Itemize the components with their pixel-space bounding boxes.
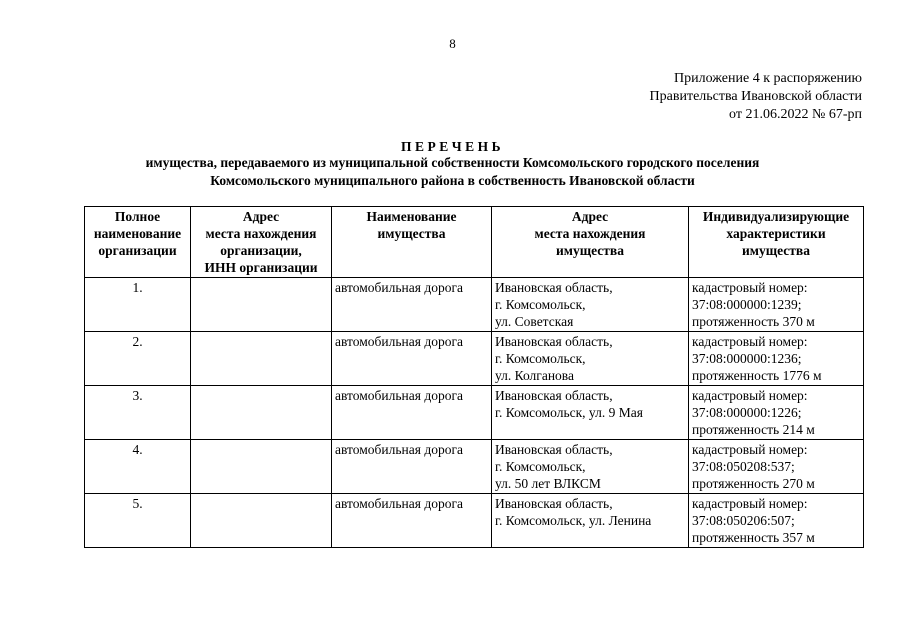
header-text: наименование <box>93 226 182 241</box>
characteristic-line: кадастровый номер: <box>692 388 808 403</box>
header-property-name <box>332 207 492 278</box>
table-row <box>85 386 864 440</box>
page-number: 8 <box>449 36 456 51</box>
address-line: г. Комсомольск, <box>495 297 586 312</box>
table-header-row <box>85 207 864 278</box>
characteristic-line: 37:08:050206:507; <box>692 513 795 528</box>
characteristic-line: протяженность 214 м <box>692 422 815 437</box>
property-table <box>84 206 864 548</box>
address-line: Ивановская область, <box>495 388 613 403</box>
organization-address-cell <box>191 494 332 548</box>
header-text: характеристики <box>726 226 826 241</box>
row-number: 5. <box>85 494 191 548</box>
address-line: ул. Советская <box>495 314 574 329</box>
property-address-cell <box>492 386 689 440</box>
header-characteristics <box>689 207 864 278</box>
address-line: Ивановская область, <box>495 496 613 511</box>
header-organization-name <box>85 207 191 278</box>
characteristic-line: кадастровый номер: <box>692 442 808 457</box>
document-subtitle <box>0 154 905 190</box>
header-text: места нахождения <box>534 226 646 241</box>
appendix-header <box>650 70 862 124</box>
characteristics-cell <box>689 278 864 332</box>
characteristic-line: кадастровый номер: <box>692 334 808 349</box>
header-text: места нахождения <box>205 226 317 241</box>
header-text: Полное <box>114 209 161 224</box>
header-text: Наименование <box>366 209 457 224</box>
characteristic-line: 37:08:050208:537; <box>692 459 795 474</box>
header-text: Адрес <box>242 209 280 224</box>
header-text: имущества <box>742 243 810 258</box>
characteristic-line: протяженность 370 м <box>692 314 815 329</box>
characteristic-line: протяженность 1776 м <box>692 368 822 383</box>
address-line: г. Комсомольск, <box>495 351 586 366</box>
address-line: г. Комсомольск, ул. 9 Мая <box>495 405 643 420</box>
organization-address-cell <box>191 386 332 440</box>
address-line: ул. Колганова <box>495 368 574 383</box>
table-row <box>85 332 864 386</box>
property-name-cell: автомобильная дорога <box>332 386 492 440</box>
header-organization-address <box>191 207 332 278</box>
row-number: 4. <box>85 440 191 494</box>
table-row <box>85 278 864 332</box>
appendix-line: от 21.06.2022 № 67-рп <box>729 107 862 122</box>
characteristic-line: 37:08:000000:1226; <box>692 405 802 420</box>
property-address-cell <box>492 440 689 494</box>
property-name-cell: автомобильная дорога <box>332 440 492 494</box>
table-row <box>85 494 864 548</box>
characteristic-line: 37:08:000000:1236; <box>692 351 802 366</box>
characteristic-line: протяженность 270 м <box>692 476 815 491</box>
header-text: организации <box>98 243 177 258</box>
header-text: ИНН организации <box>204 260 318 275</box>
header-text: Адрес <box>571 209 609 224</box>
header-text: имущества <box>556 243 624 258</box>
organization-address-cell <box>191 440 332 494</box>
characteristics-cell <box>689 494 864 548</box>
characteristic-line: кадастровый номер: <box>692 496 808 511</box>
property-address-cell <box>492 278 689 332</box>
row-number: 2. <box>85 332 191 386</box>
address-line: Ивановская область, <box>495 334 613 349</box>
address-line: Ивановская область, <box>495 280 613 295</box>
characteristic-line: кадастровый номер: <box>692 280 808 295</box>
header-text: Индивидуализирующие <box>702 209 850 224</box>
address-line: ул. 50 лет ВЛКСМ <box>495 476 601 491</box>
characteristics-cell <box>689 332 864 386</box>
address-line: г. Комсомольск, <box>495 459 586 474</box>
row-number: 3. <box>85 386 191 440</box>
address-line: Ивановская область, <box>495 442 613 457</box>
header-text: имущества <box>377 226 446 241</box>
document-title: ПЕРЕЧЕНЬ <box>400 139 505 154</box>
appendix-line: Приложение 4 к распоряжению <box>674 71 862 86</box>
table-row <box>85 440 864 494</box>
header-text: организации, <box>220 243 302 258</box>
property-name-cell: автомобильная дорога <box>332 278 492 332</box>
organization-address-cell <box>191 278 332 332</box>
property-address-cell <box>492 332 689 386</box>
property-name-cell: автомобильная дорога <box>332 332 492 386</box>
row-number: 1. <box>85 278 191 332</box>
organization-address-cell <box>191 332 332 386</box>
property-name-cell: автомобильная дорога <box>332 494 492 548</box>
subtitle-line: Комсомольского муниципального района в собственность Ивановской области <box>210 173 695 188</box>
appendix-line: Правительства Ивановской области <box>649 89 862 104</box>
subtitle-line: имущества, передаваемого из муниципальной собственности Комсомольского городского поселения <box>145 155 760 170</box>
characteristic-line: 37:08:000000:1239; <box>692 297 802 312</box>
header-property-address <box>492 207 689 278</box>
characteristics-cell <box>689 440 864 494</box>
address-line: г. Комсомольск, ул. Ленина <box>495 513 652 528</box>
characteristics-cell <box>689 386 864 440</box>
property-address-cell <box>492 494 689 548</box>
characteristic-line: протяженность 357 м <box>692 530 815 545</box>
